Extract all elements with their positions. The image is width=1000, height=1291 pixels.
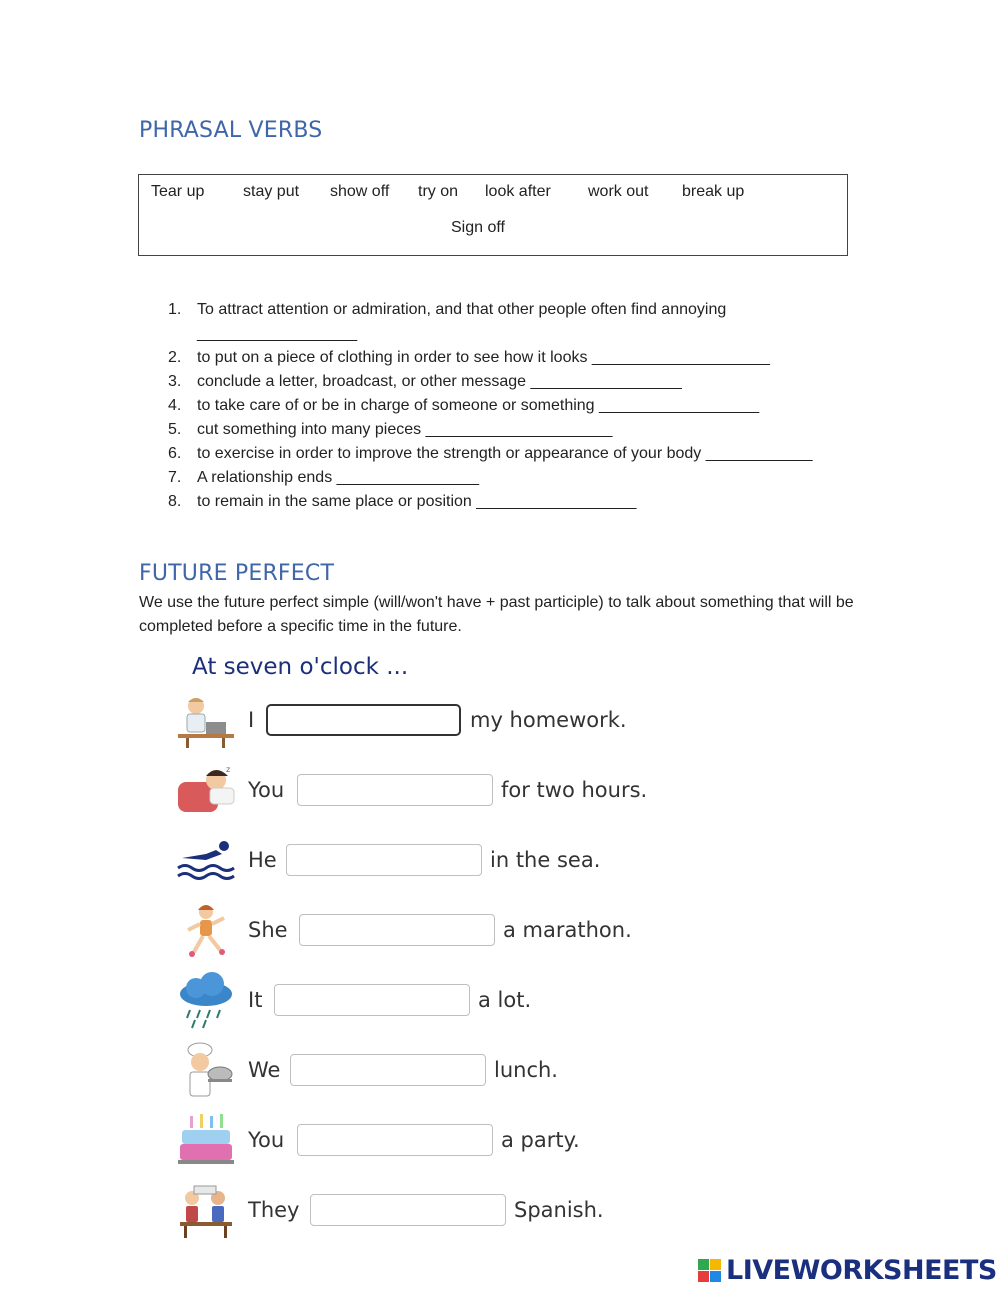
subject-word: We [248,1058,281,1082]
fill-in-exercise [176,650,696,1250]
chef-icon [176,1042,236,1102]
word-bank-item: show off [330,183,390,200]
definition-text[interactable]: to exercise in order to improve the strength or appearance of your body ____________ [197,445,813,462]
logo-text: LIVEWORKSHEETS [726,1255,997,1286]
exercise-row [176,902,696,962]
subject-word: You [248,1128,285,1152]
sleeping-person-icon [176,762,236,822]
list-item: 6. to exercise in order to improve the strength or appearance of your body ____________ [168,445,813,462]
list-item: 8. to remain in the same place or position __________________ [168,493,637,510]
definition-text[interactable]: cut something into many pieces _____________________ [197,421,613,438]
list-item: 3. conclude a letter, broadcast, or other message _________________ [168,373,682,390]
sentence-ending: a lot. [478,988,532,1012]
birthday-cake-icon [176,1112,236,1172]
section-heading-phrasal-verbs: PHRASAL VERBS [139,118,323,143]
logo-blocks-icon [698,1259,722,1283]
list-item: 7. A relationship ends ________________ [168,469,480,486]
subject-word: He [248,848,277,872]
definition-text[interactable]: to put on a piece of clothing in order to see how it looks ____________________ [197,349,770,366]
list-item: 5. cut something into many pieces _____________________ [168,421,613,438]
exercise-row [176,762,696,822]
svg-text:z: z [226,765,231,774]
answer-input[interactable] [310,1194,506,1226]
subject-word: She [248,918,288,942]
subject-word: I [248,708,255,732]
word-bank-item: try on [418,183,459,200]
exercise-row [176,1112,696,1172]
sentence-ending: Spanish. [514,1198,604,1222]
word-bank-item: Tear up [151,183,205,200]
subject-word: It [248,988,263,1012]
list-item: 1. To attract attention or admiration, and that other people often find annoying __________________ [168,301,727,342]
answer-input[interactable] [290,1054,486,1086]
liveworksheets-logo [698,1253,997,1287]
rain-cloud-icon [176,972,236,1032]
answer-input[interactable] [274,984,470,1016]
explanation-paragraph: We use the future perfect simple (will/won't have + past participle) to talk about something that will be completed before a specific time in the future. [139,594,854,635]
word-bank-item: work out [588,183,649,200]
answer-input[interactable] [297,1124,493,1156]
exercise-row [176,832,696,892]
sentence-ending: for two hours. [501,778,648,802]
definition-text[interactable]: to take care of or be in charge of someone or something __________________ [197,397,760,414]
sentence-ending: my homework. [470,708,627,732]
answer-blank[interactable]: __________________ [197,325,358,342]
exercise-row [176,972,696,1032]
answer-input[interactable] [297,774,493,806]
exercise-row [176,692,696,752]
definition-text[interactable]: A relationship ends ________________ [197,469,480,486]
office-worker-icon [176,692,236,752]
answer-input[interactable] [266,704,461,736]
word-bank [138,174,848,256]
exercise-row [176,1042,696,1102]
list-item: 4. to take care of or be in charge of someone or something __________________ [168,397,760,414]
exercise-title: At seven o'clock ... [192,654,409,680]
subject-word: They [248,1198,300,1222]
definition-text: To attract attention or admiration, and that other people often find annoying [197,301,727,318]
word-bank-item: look after [485,183,551,200]
sentence-ending: lunch. [494,1058,558,1082]
runner-icon [176,902,236,962]
answer-input[interactable] [299,914,495,946]
definition-text[interactable]: to remain in the same place or position __________________ [197,493,637,510]
word-bank-item: stay put [243,183,300,200]
word-bank-item: break up [682,183,745,200]
sentence-ending: a party. [501,1128,580,1152]
word-bank-item: Sign off [451,219,505,236]
swimmer-icon [176,832,236,892]
exercise-row [176,1182,696,1242]
sentence-ending: a marathon. [503,918,632,942]
subject-word: You [248,778,285,802]
students-icon [176,1182,236,1242]
definition-text[interactable]: conclude a letter, broadcast, or other message _________________ [197,373,682,390]
answer-input[interactable] [286,844,482,876]
section-heading-future-perfect: FUTURE PERFECT [139,561,335,586]
sentence-ending: in the sea. [490,848,601,872]
list-item: 2. to put on a piece of clothing in order to see how it looks ____________________ [168,349,770,366]
